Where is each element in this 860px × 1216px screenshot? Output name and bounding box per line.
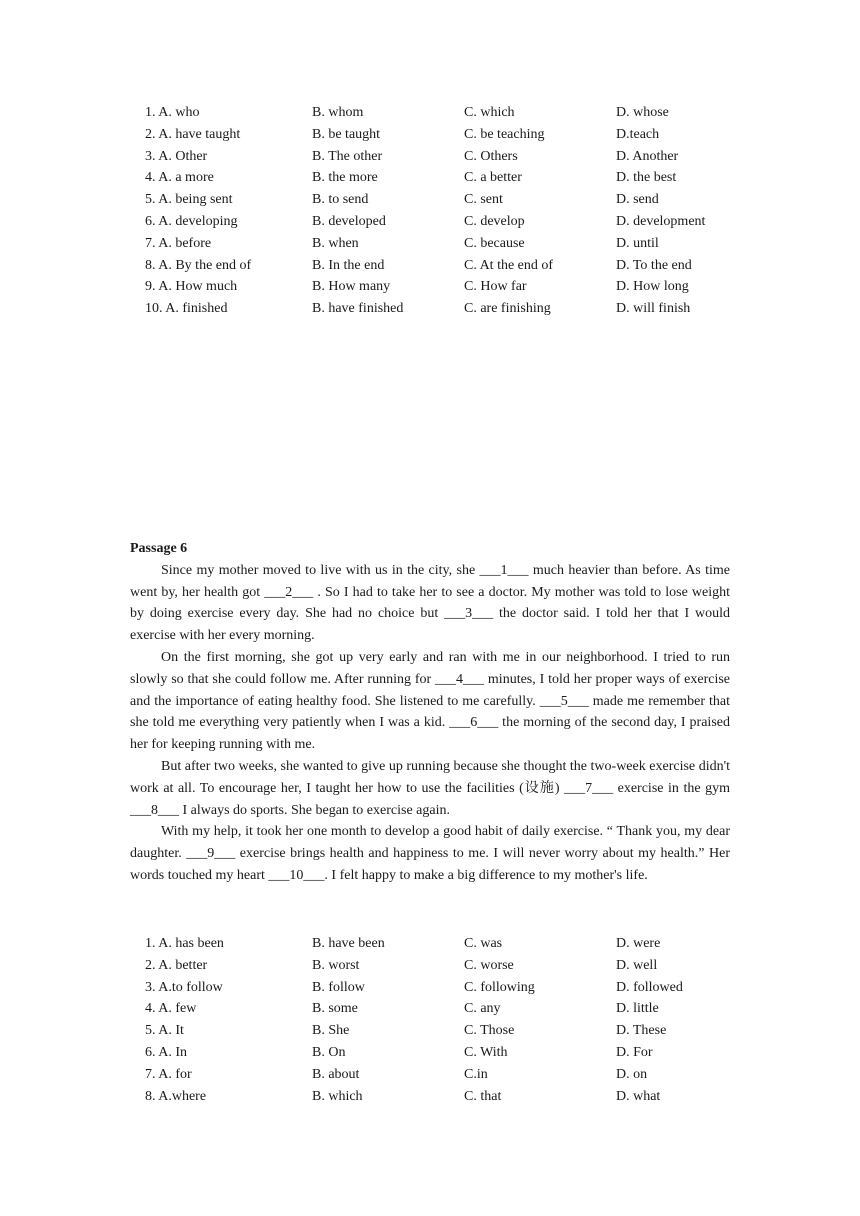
question-row <box>145 1020 745 1042</box>
question-row <box>145 977 745 999</box>
question-row <box>145 955 745 977</box>
option-b: B. How many <box>312 279 391 295</box>
passage-paragraph-1: Since my mother moved to live with us in the city, she ___1___ much heavier than before. As time went by, her health got ___2___ . So I had to take her to see a doctor. My mother was told to lose weight by doing exercise every day. She had no choice but ___3___ the doctor said. I told her that I would exercise with her every morning. <box>130 562 730 644</box>
option-b: B. developed <box>312 213 386 229</box>
option-a: 2. A. better <box>145 957 208 973</box>
question-row <box>145 233 745 255</box>
option-b: B. about <box>312 1066 360 1082</box>
question-row <box>145 1086 745 1108</box>
option-d: D. development <box>616 213 706 229</box>
option-a: 2. A. have taught <box>145 126 241 142</box>
option-b: B. be taught <box>312 126 381 142</box>
option-c: C. How far <box>464 279 527 295</box>
option-a: 8. A. By the end of <box>145 257 252 273</box>
option-a: 5. A. being sent <box>145 192 233 208</box>
option-a: 7. A. for <box>145 1066 192 1082</box>
option-b: B. to send <box>312 192 369 208</box>
question-row <box>145 102 745 124</box>
passage-paragraph-3: But after two weeks, she wanted to give up running because she thought the two-week exercise didn't work at all. To encourage her, I taught her how to use the facilities (设施) ___7___ exercise in the gym ___8___ I always do sports. She began to exercise again. <box>130 758 730 818</box>
option-b: B. the more <box>312 170 378 186</box>
question-row <box>145 998 745 1020</box>
passage-6 <box>130 538 730 887</box>
option-b: B. when <box>312 235 359 251</box>
option-d: D. whose <box>616 105 669 120</box>
option-d: D. send <box>616 192 659 208</box>
question-row <box>145 933 745 955</box>
option-c: C. following <box>464 979 535 995</box>
option-d: D. How long <box>616 279 689 295</box>
option-b: B. The other <box>312 148 383 164</box>
option-c: C. With <box>464 1044 508 1060</box>
question-row <box>145 255 745 277</box>
option-c: C. which <box>464 105 515 120</box>
option-d: D. For <box>616 1044 653 1060</box>
option-b: B. follow <box>312 979 365 995</box>
option-a: 9. A. How much <box>145 279 238 295</box>
option-c: C. At the end of <box>464 257 554 273</box>
question-row <box>145 1064 745 1086</box>
option-a: 4. A. a more <box>145 170 214 186</box>
question-row <box>145 211 745 233</box>
option-c: C. be teaching <box>464 126 545 142</box>
option-b: B. whom <box>312 105 364 120</box>
option-a: 10. A. finished <box>145 301 228 317</box>
option-d: D. These <box>616 1023 667 1039</box>
option-a: 6. A. In <box>145 1044 187 1060</box>
option-c: C. Those <box>464 1023 515 1039</box>
option-b: B. worst <box>312 957 360 973</box>
option-b: B. She <box>312 1023 350 1039</box>
option-b: B. On <box>312 1044 346 1060</box>
option-d: D. followed <box>616 979 683 995</box>
option-d: D. were <box>616 936 661 951</box>
option-b: B. some <box>312 1001 358 1017</box>
option-b: B. have finished <box>312 301 404 317</box>
option-d: D. the best <box>616 170 677 186</box>
option-c: C. worse <box>464 957 514 973</box>
options-table-passage-6 <box>145 933 745 1107</box>
option-d: D. Another <box>616 148 679 164</box>
option-c: C. develop <box>464 213 525 229</box>
option-a: 3. A. Other <box>145 148 208 164</box>
option-c: C. that <box>464 1088 502 1104</box>
option-a: 4. A. few <box>145 1001 197 1017</box>
option-b: B. which <box>312 1088 363 1104</box>
option-a: 7. A. before <box>145 235 212 251</box>
option-d: D. will finish <box>616 301 691 317</box>
options-table-previous <box>145 102 745 320</box>
option-d: D. To the end <box>616 257 692 273</box>
option-d: D. little <box>616 1001 659 1017</box>
option-c: C. Others <box>464 148 518 164</box>
option-d: D. what <box>616 1088 661 1104</box>
option-d: D. well <box>616 957 658 973</box>
option-a: 5. A. It <box>145 1023 184 1039</box>
question-row <box>145 298 745 320</box>
passage-paragraph-2: On the first morning, she got up very early and ran with me in our neighborhood. I tried to run slowly so that she could follow me. After running for ___4___ minutes, I told her proper ways of exercise and the importance of eating healthy food. She listened to me carefully. ___5___ made me remember that she told me everything very patiently when I was a kid. ___6___ the morning of the second day, I praised her for keeping running with me. <box>130 649 730 753</box>
option-b: B. In the end <box>312 257 385 273</box>
option-d: D. until <box>616 235 659 251</box>
option-a: 3. A.to follow <box>145 979 223 995</box>
option-d: D.teach <box>616 126 660 142</box>
option-a: 6. A. developing <box>145 213 238 229</box>
option-c: C. any <box>464 1001 501 1017</box>
option-c: C. because <box>464 235 525 251</box>
option-c: C. are finishing <box>464 301 551 317</box>
question-row <box>145 146 745 168</box>
option-c: C.in <box>464 1066 488 1082</box>
option-c: C. sent <box>464 192 503 208</box>
option-d: D. on <box>616 1066 648 1082</box>
option-c: C. a better <box>464 170 522 186</box>
option-c: C. was <box>464 936 503 951</box>
question-row <box>145 124 745 146</box>
option-a: 8. A.where <box>145 1088 207 1104</box>
option-b: B. have been <box>312 936 385 951</box>
question-row <box>145 189 745 211</box>
question-row <box>145 167 745 189</box>
question-row <box>145 1042 745 1064</box>
option-a: 1. A. has been <box>145 936 224 951</box>
question-row <box>145 276 745 298</box>
option-a: 1. A. who <box>145 105 200 120</box>
passage-title: Passage 6 <box>130 541 188 556</box>
passage-paragraph-4: With my help, it took her one month to develop a good habit of daily exercise. “ Thank you, my dear daughter. ___9___ exercise brings health and happiness to me. I will never worry about my health.” Her words touched my heart ___10___. I felt happy to make a big difference to my mother's life. <box>130 824 730 883</box>
